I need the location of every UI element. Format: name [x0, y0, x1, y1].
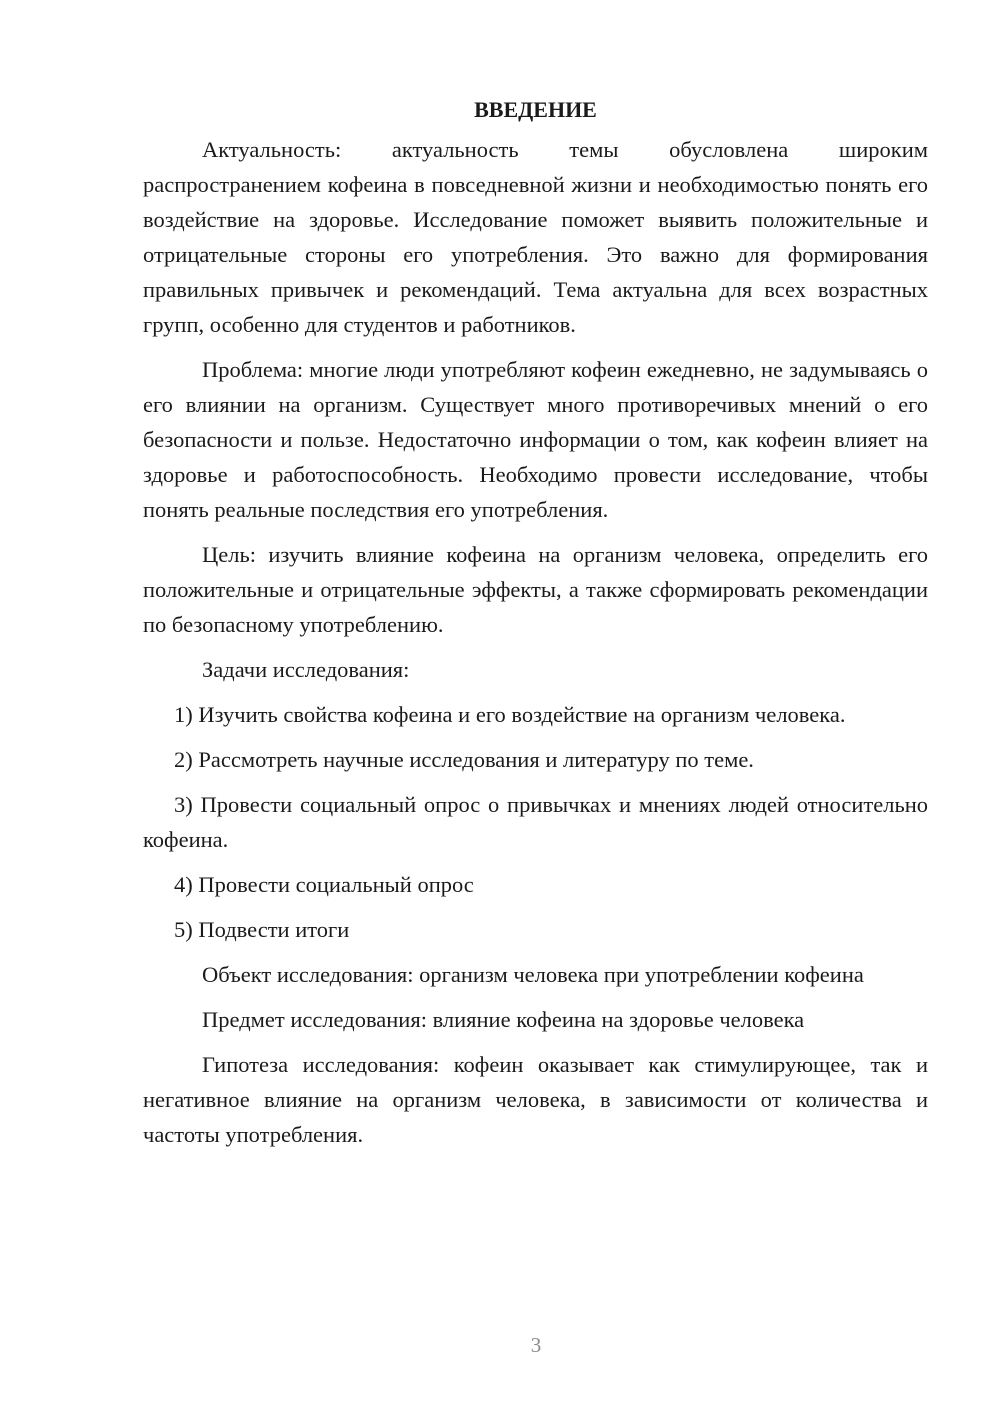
paragraph-relevance: Актуальность: актуальность темы обусловлена широким распространением кофеина в повседневной жизни и необходимостью понять его воздействие на здоровье. Исследование поможет выявить положительные и отрицательные стороны его употребления. Это важно для формирования правильных привычек и рекомендаций. Тема актуальна для всех возрастных групп, особенно для студентов и работников.: [143, 137, 928, 337]
paragraph-tasks-heading: Задачи исследования:: [202, 657, 410, 682]
task-item-4: 4) Провести социальный опрос: [174, 872, 474, 897]
paragraph-hypothesis: Гипотеза исследования: кофеин оказывает как стимулирующее, так и негативное влияние на организм человека, в зависимости от количества и частоты употребления.: [143, 1052, 928, 1147]
page-title: ВВЕДЕНИЕ: [474, 97, 597, 122]
paragraph-object: Объект исследования: организм человека при употреблении кофеина: [202, 962, 864, 987]
task-item-5: 5) Подвести итоги: [174, 917, 350, 942]
paragraph-goal: Цель: изучить влияние кофеина на организм человека, определить его положительные и отрицательные эффекты, а также сформировать рекомендации по безопасному употреблению.: [143, 542, 928, 637]
task-item-1: 1) Изучить свойства кофеина и его воздействие на организм человека.: [174, 702, 846, 727]
document-page: [143, 96, 928, 1162]
page-number: 3: [530, 1333, 542, 1357]
task-item-3: 3) Провести социальный опрос о привычках и мнениях людей относительно кофеина.: [143, 792, 928, 852]
paragraph-problem: Проблема: многие люди употребляют кофеин ежедневно, не задумываясь о его влиянии на организм. Существует много противоречивых мнений о его безопасности и пользе. Недостаточно информации о том, как кофеин влияет на здоровье и работоспособность. Необходимо провести исследование, чтобы понять реальные последствия его употребления.: [143, 357, 928, 522]
task-item-2: 2) Рассмотреть научные исследования и литературу по теме.: [174, 747, 754, 772]
paragraph-subject: Предмет исследования: влияние кофеина на здоровье человека: [202, 1007, 805, 1032]
